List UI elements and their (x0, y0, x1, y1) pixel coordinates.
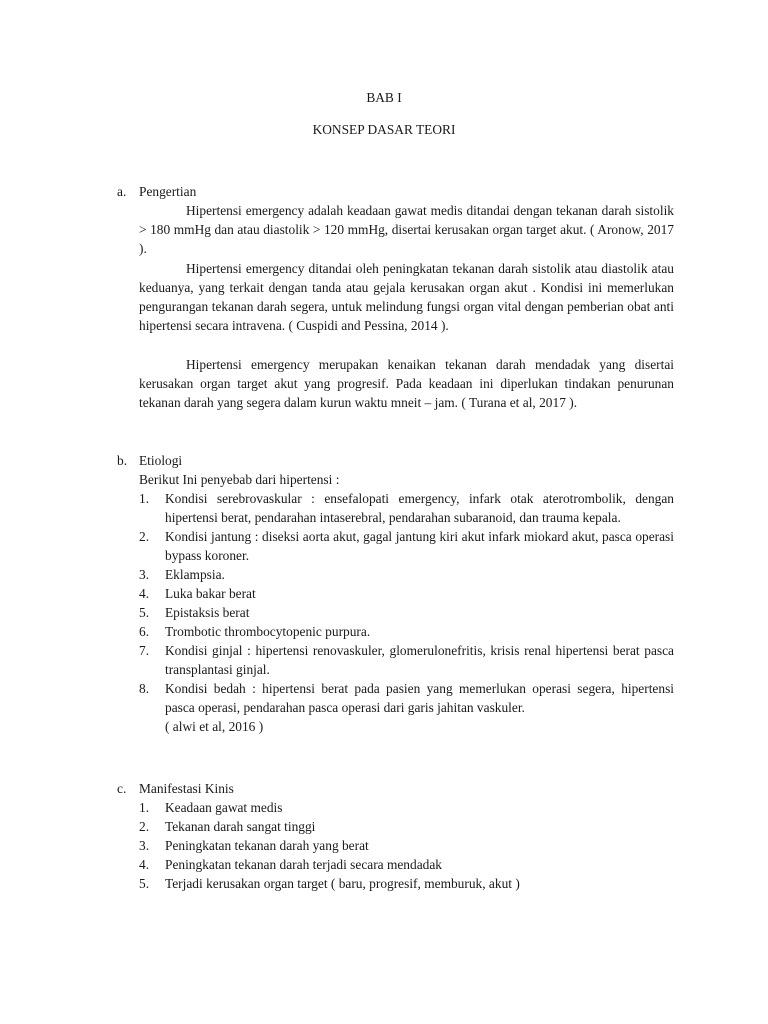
section-c-label: c. (117, 781, 127, 796)
list-number: 3. (139, 567, 150, 582)
list-number: 8. (139, 681, 150, 696)
list-text: Kondisi bedah : hipertensi berat pada pasien yang memerlukan operasi segera, hipertensi pasca operasi, pendarahan pasca operasi dari garis jahitan vaskuler. (165, 681, 674, 715)
list-number: 2. (139, 819, 150, 834)
section-b-intro: Berikut Ini penyebab dari hipertensi : (139, 472, 340, 487)
list-item (139, 836, 674, 855)
list-item (139, 565, 674, 584)
list-text: Terjadi kerusakan organ target ( baru, progresif, memburuk, akut ) (165, 876, 520, 891)
list-text: Kondisi jantung : diseksi aorta akut, gagal jantung kiri akut infark miokard akut, pasca operasi bypass koroner. (165, 529, 674, 563)
list-text: Peningkatan tekanan darah terjadi secara mendadak (165, 857, 442, 872)
list-item (139, 603, 674, 622)
list-number: 6. (139, 624, 150, 639)
list-text: Luka bakar berat (165, 586, 256, 601)
list-text: Trombotic thrombocytopenic purpura. (165, 624, 371, 639)
section-b-label: b. (117, 453, 128, 468)
list-number: 5. (139, 876, 150, 891)
list-number: 4. (139, 857, 150, 872)
list-text: Peningkatan tekanan darah yang berat (165, 838, 369, 853)
list-item (139, 641, 674, 679)
list-item (139, 798, 674, 817)
paragraph: Hipertensi emergency adalah keadaan gawat medis ditandai dengan tekanan darah sistolik > 180 mmHg dan atau diastolik > 120 mmHg, disertai kerusakan organ target akut. ( Aronow, 2017 ). (139, 203, 674, 256)
list-number: 7. (139, 643, 150, 658)
list-number: 2. (139, 529, 150, 544)
etiology-list (139, 489, 674, 736)
list-text: Kondisi ginjal : hipertensi renovaskuler, glomerulonefritis, krisis renal hipertensi berat pasca transplantasi ginjal. (165, 643, 674, 677)
list-item (139, 527, 674, 565)
citation: ( alwi et al, 2016 ) (165, 719, 264, 734)
list-item (139, 489, 674, 527)
page-title: KONSEP DASAR TEORI (312, 122, 456, 137)
list-text: Keadaan gawat medis (165, 800, 283, 815)
list-number: 1. (139, 491, 150, 506)
list-number: 5. (139, 605, 150, 620)
list-text: Eklampsia. (165, 567, 225, 582)
list-item (139, 622, 674, 641)
list-item (139, 584, 674, 603)
paragraph: Hipertensi emergency ditandai oleh peningkatan tekanan darah sistolik atau diastolik atau keduanya, yang terkait dengan tanda atau gejala kerusakan organ akut . Kondisi ini memerlukan pengurangan tekanan darah segera, untuk melindung fungsi organ vital dengan pemberian obat anti hipertensi secara intravena. ( Cuspidi and Pessina, 2014 ). (139, 261, 674, 333)
section-b-title: Etiologi (139, 453, 183, 468)
list-item (139, 679, 674, 736)
list-item (139, 855, 674, 874)
manifestation-list (139, 798, 674, 893)
list-text: Epistaksis berat (165, 605, 250, 620)
section-c-title: Manifestasi Kinis (139, 781, 234, 796)
list-number: 4. (139, 586, 150, 601)
list-text: Kondisi serebrovaskular : ensefalopati emergency, infark otak aterotrombolik, dengan hipertensi berat, pendarahan intaserebral, pendarahan subaranoid, dan trauma kepala. (165, 491, 674, 525)
list-number: 3. (139, 838, 150, 853)
chapter-heading: BAB I (366, 90, 402, 105)
list-item (139, 817, 674, 836)
paragraph: Hipertensi emergency merupakan kenaikan tekanan darah mendadak yang disertai kerusakan organ target akut yang progresif. Pada keadaan ini diperlukan tindakan penurunan tekanan darah yang segera dalam kurun waktu mneit – jam. ( Turana et al, 2017 ). (139, 357, 674, 410)
section-a-label: a. (117, 184, 127, 199)
list-text: Tekanan darah sangat tinggi (165, 819, 316, 834)
section-a-title: Pengertian (139, 184, 197, 199)
list-item (139, 874, 674, 893)
list-number: 1. (139, 800, 150, 815)
